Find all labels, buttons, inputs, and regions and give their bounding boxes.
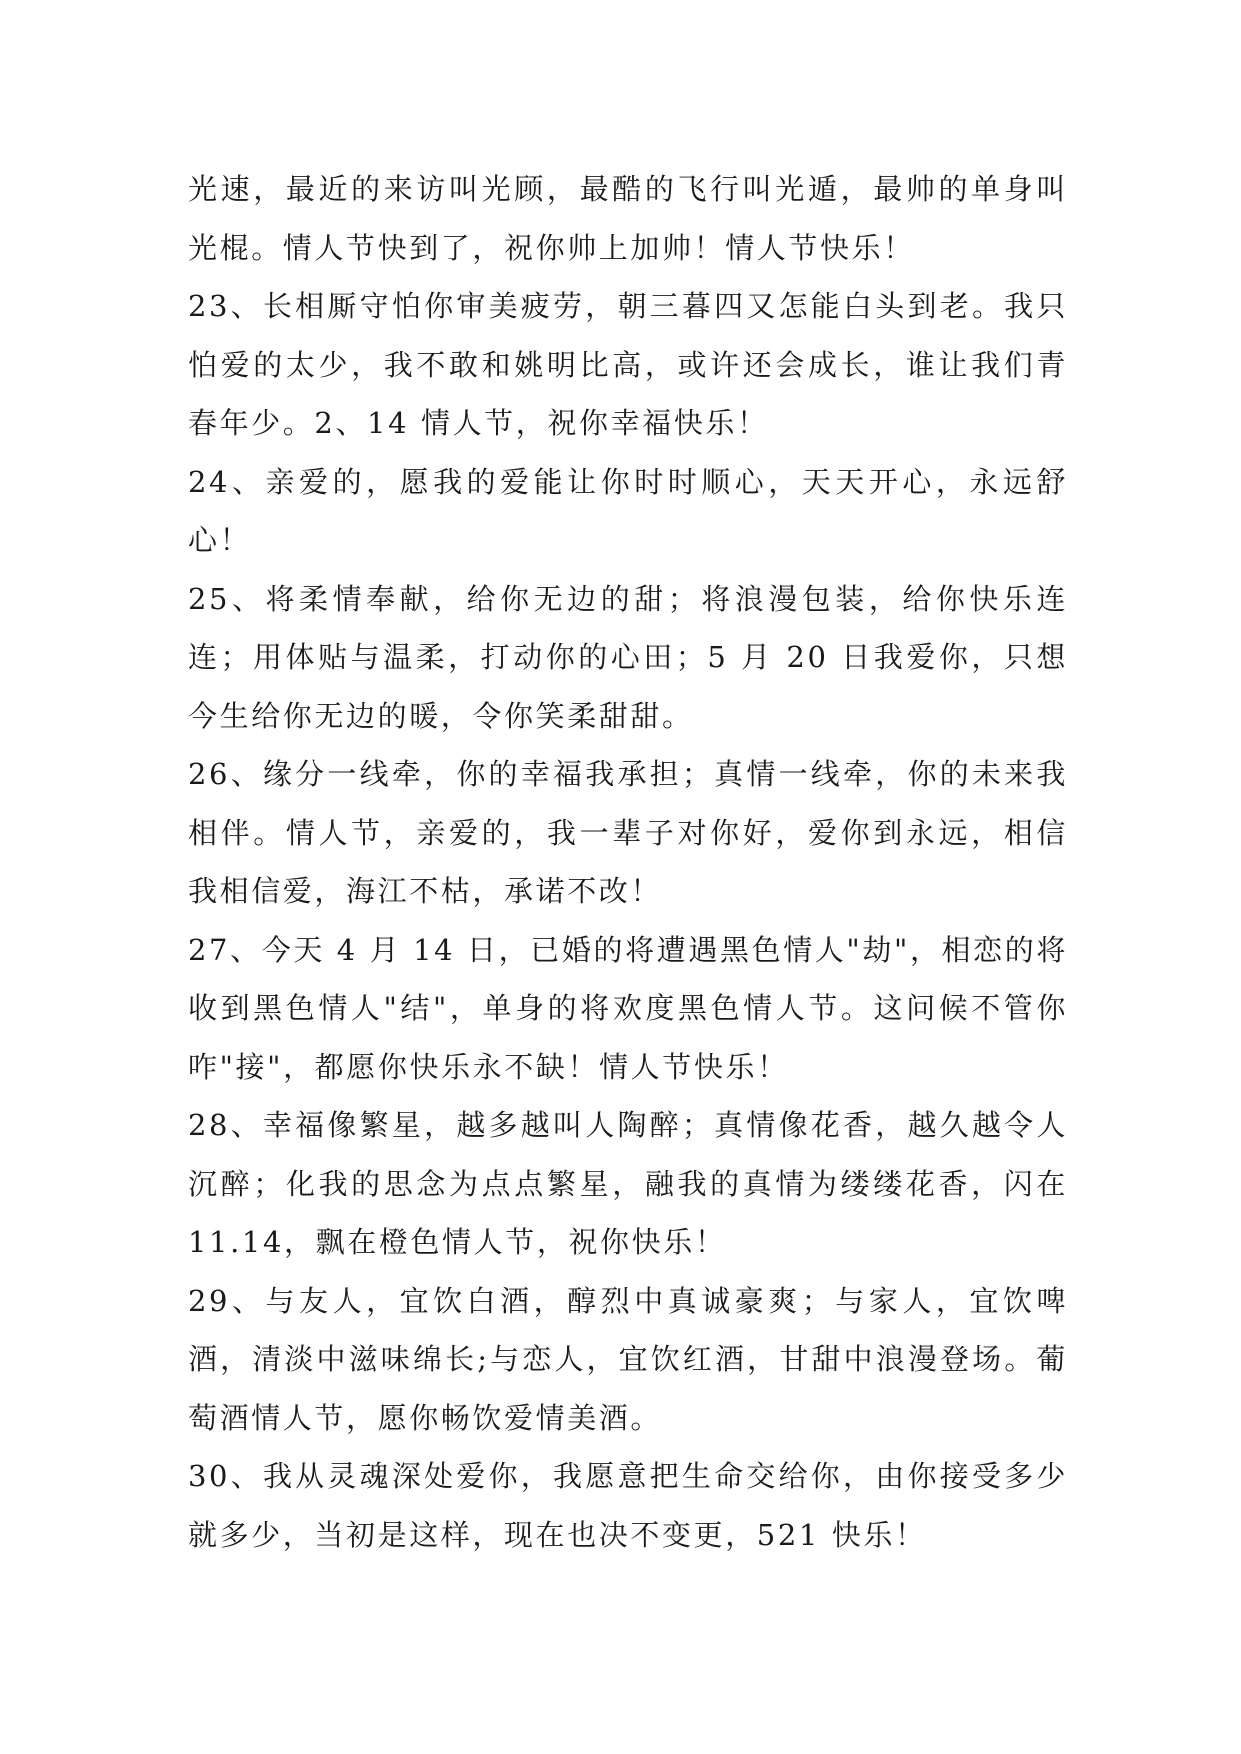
paragraph: 24、亲爱的，愿我的爱能让你时时顺心，天天开心，永远舒心！	[188, 464, 1068, 557]
paragraph: 29、与友人，宜饮白酒，醇烈中真诚豪爽；与家人，宜饮啤酒，清淡中滋味绵长;与恋人，宜饮红酒，甘甜中浪漫登场。葡萄酒情人节，愿你畅饮爱情美酒。	[188, 1283, 1068, 1435]
paragraph: 光速，最近的来访叫光顾，最酷的飞行叫光遁，最帅的单身叫光棍。情人节快到了，祝你帅上加帅！情人节快乐！	[188, 172, 1068, 265]
paragraph: 28、幸福像繁星，越多越叫人陶醉；真情像花香，越久越令人沉醉；化我的思念为点点繁星，融我的真情为缕缕花香，闪在 11.14，飘在橙色情人节，祝你快乐！	[188, 1108, 1068, 1259]
paragraph: 23、长相厮守怕你审美疲劳，朝三暮四又怎能白头到老。我只怕爱的太少，我不敢和姚明比高，或许还会成长，谁让我们青春年少。2、14 情人节，祝你幸福快乐！	[188, 289, 1068, 440]
paragraph: 30、我从灵魂深处爱你，我愿意把生命交给你，由你接受多少就多少，当初是这样，现在也决不变更，521 快乐！	[188, 1459, 1068, 1552]
paragraph: 27、今天 4 月 14 日，已婚的将遭遇黑色情人"劫"，相恋的将收到黑色情人"结"，单身的将欢度黑色情人节。这问候不管你咋"接"，都愿你快乐永不缺！情人节快乐！	[188, 932, 1068, 1084]
document-body	[188, 160, 1068, 1564]
paragraph: 26、缘分一线牵，你的幸福我承担；真情一线牵，你的未来我相伴。情人节，亲爱的，我一辈子对你好，爱你到永远，相信我相信爱，海江不枯，承诺不改！	[188, 757, 1068, 908]
paragraph: 25、将柔情奉献，给你无边的甜；将浪漫包装，给你快乐连连；用体贴与温柔，打动你的心田；5 月 20 日我爱你，只想今生给你无边的暖，令你笑柔甜甜。	[188, 581, 1068, 733]
